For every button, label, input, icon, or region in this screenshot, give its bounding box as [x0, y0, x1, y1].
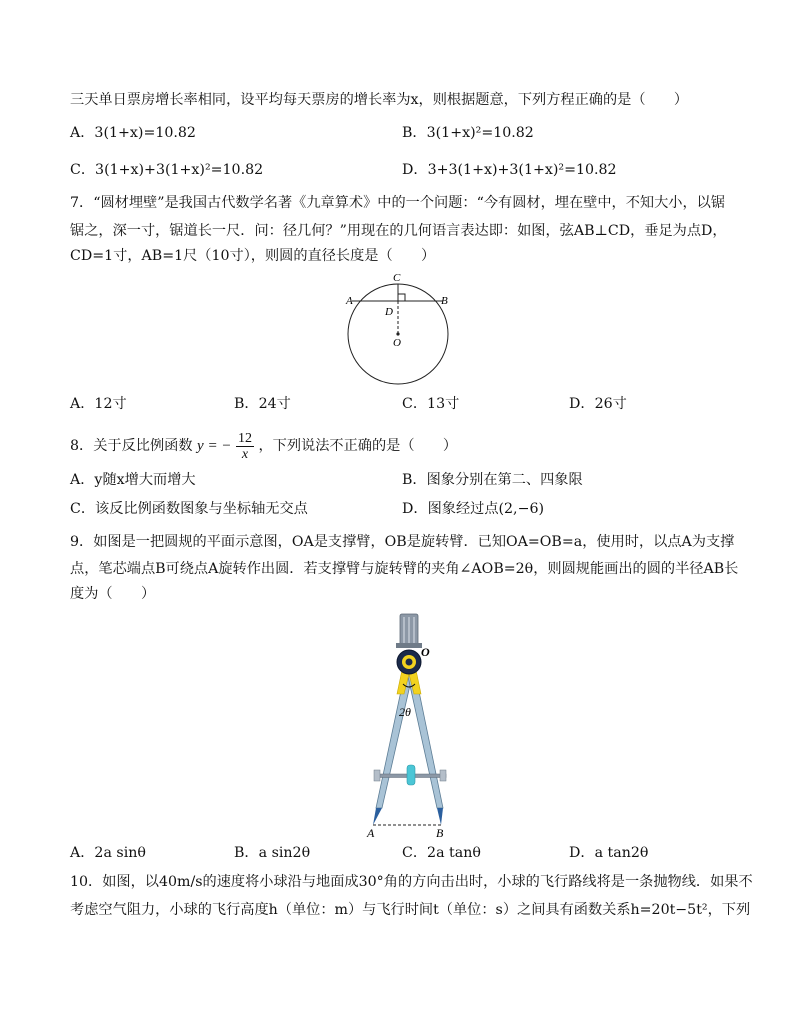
- q6-option-a[interactable]: A．3(1+x)=10.82: [70, 125, 196, 141]
- right-angle-mark: [398, 294, 405, 301]
- q8-option-b[interactable]: B．图象分别在第二、四象限: [402, 472, 583, 488]
- q8-option-d[interactable]: D．图象经过点(2,−6): [402, 501, 545, 517]
- q9-option-b[interactable]: B．a sin2θ: [234, 845, 311, 861]
- adjust-wheel: [407, 765, 415, 785]
- label-a: A: [367, 826, 375, 837]
- q8-fraction-denominator: x: [241, 446, 249, 462]
- q8-option-c[interactable]: C．该反比例函数图象与坐标轴无交点: [70, 501, 308, 517]
- q9-option-a[interactable]: A．2a sinθ: [70, 845, 146, 861]
- q7-option-a[interactable]: A．12寸: [70, 396, 127, 412]
- label-d: D: [385, 306, 393, 318]
- q7-stem-line1: 7．“圆材埋壁”是我国古代数学名著《九章算术》中的一个问题：“今有圆材，埋在壁中，不知大小，以锯: [70, 195, 726, 211]
- q8-stem-post: ，下列说法不正确的是（ ）: [258, 438, 458, 454]
- label-o: O: [393, 337, 401, 349]
- q7-option-b[interactable]: B．24寸: [234, 396, 291, 412]
- label-a: A: [346, 295, 353, 307]
- q6-stem: 三天单日票房增长率相同，设平均每天票房的增长率为x，则根据题意，下列方程正确的是（ ）: [70, 92, 689, 108]
- q10-stem-line2: 考虑空气阻力，小球的飞行高度h（单位：m）与飞行时间t（单位：s）之间具有函数关系h=20t−5t²，下列: [70, 902, 751, 918]
- label-b: B: [441, 295, 448, 307]
- pen-tip-b: [437, 808, 443, 825]
- q8-stem-pre: 8．关于反比例函数: [70, 438, 193, 454]
- q8-fraction-numerator: 12: [237, 430, 252, 446]
- q6-option-b[interactable]: B．3(1+x)²=10.82: [402, 125, 534, 141]
- q7-circle-figure: [330, 270, 460, 390]
- q9-stem-line2: 点，笔芯端点B可绕点A旋转作出圆．若支撑臂与旋转臂的夹角∠AOB=2θ，则圆规能画出的圆的半径AB长: [70, 561, 739, 577]
- q7-stem-line2: 锯之，深一寸，锯道长一尺．问：径几何？”用现在的几何语言表达即：如图，弦AB⊥CD，垂足为点D，: [70, 223, 727, 239]
- q10-stem-line1: 10．如图，以40m/s的速度将小球沿与地面成30°角的方向击出时，小球的飞行路线将是一条抛物线．如果不: [70, 874, 753, 890]
- q6-option-c[interactable]: C．3(1+x)+3(1+x)²=10.82: [70, 162, 264, 178]
- q9-stem-line1: 9．如图是一把圆规的平面示意图，OA是支撑臂，OB是旋转臂．已知OA=OB=a，使用时，以点A为支撑: [70, 534, 735, 550]
- q7-option-c[interactable]: C．13寸: [402, 396, 460, 412]
- q9-compass-figure: [360, 612, 460, 837]
- q8-stem: [70, 428, 457, 464]
- q7-stem-line3: CD=1寸，AB=1尺（10寸），则圆的直径长度是（ ）: [70, 248, 436, 264]
- q6-option-d[interactable]: D．3+3(1+x)+3(1+x)²=10.82: [402, 162, 617, 178]
- q9-option-c[interactable]: C．2a tanθ: [402, 845, 481, 861]
- angle-label: 2θ: [399, 705, 411, 719]
- support-arm-oa: [376, 672, 413, 808]
- center-dot: [396, 332, 399, 335]
- q7-option-d[interactable]: D．26寸: [569, 396, 627, 412]
- q9-option-d[interactable]: D．a tan2θ: [569, 845, 649, 861]
- q9-stem-line3: 度为（ ）: [70, 586, 156, 602]
- q8-fraction: [236, 431, 254, 462]
- label-c: C: [393, 272, 401, 284]
- label-o: O: [421, 645, 430, 659]
- q8-option-a[interactable]: A．y随x增大而增大: [70, 472, 196, 488]
- label-b: B: [436, 826, 444, 837]
- rotating-arm-ob: [407, 672, 443, 808]
- needle-tip-a: [373, 808, 382, 825]
- q8-function-lhs: y = −: [197, 438, 232, 454]
